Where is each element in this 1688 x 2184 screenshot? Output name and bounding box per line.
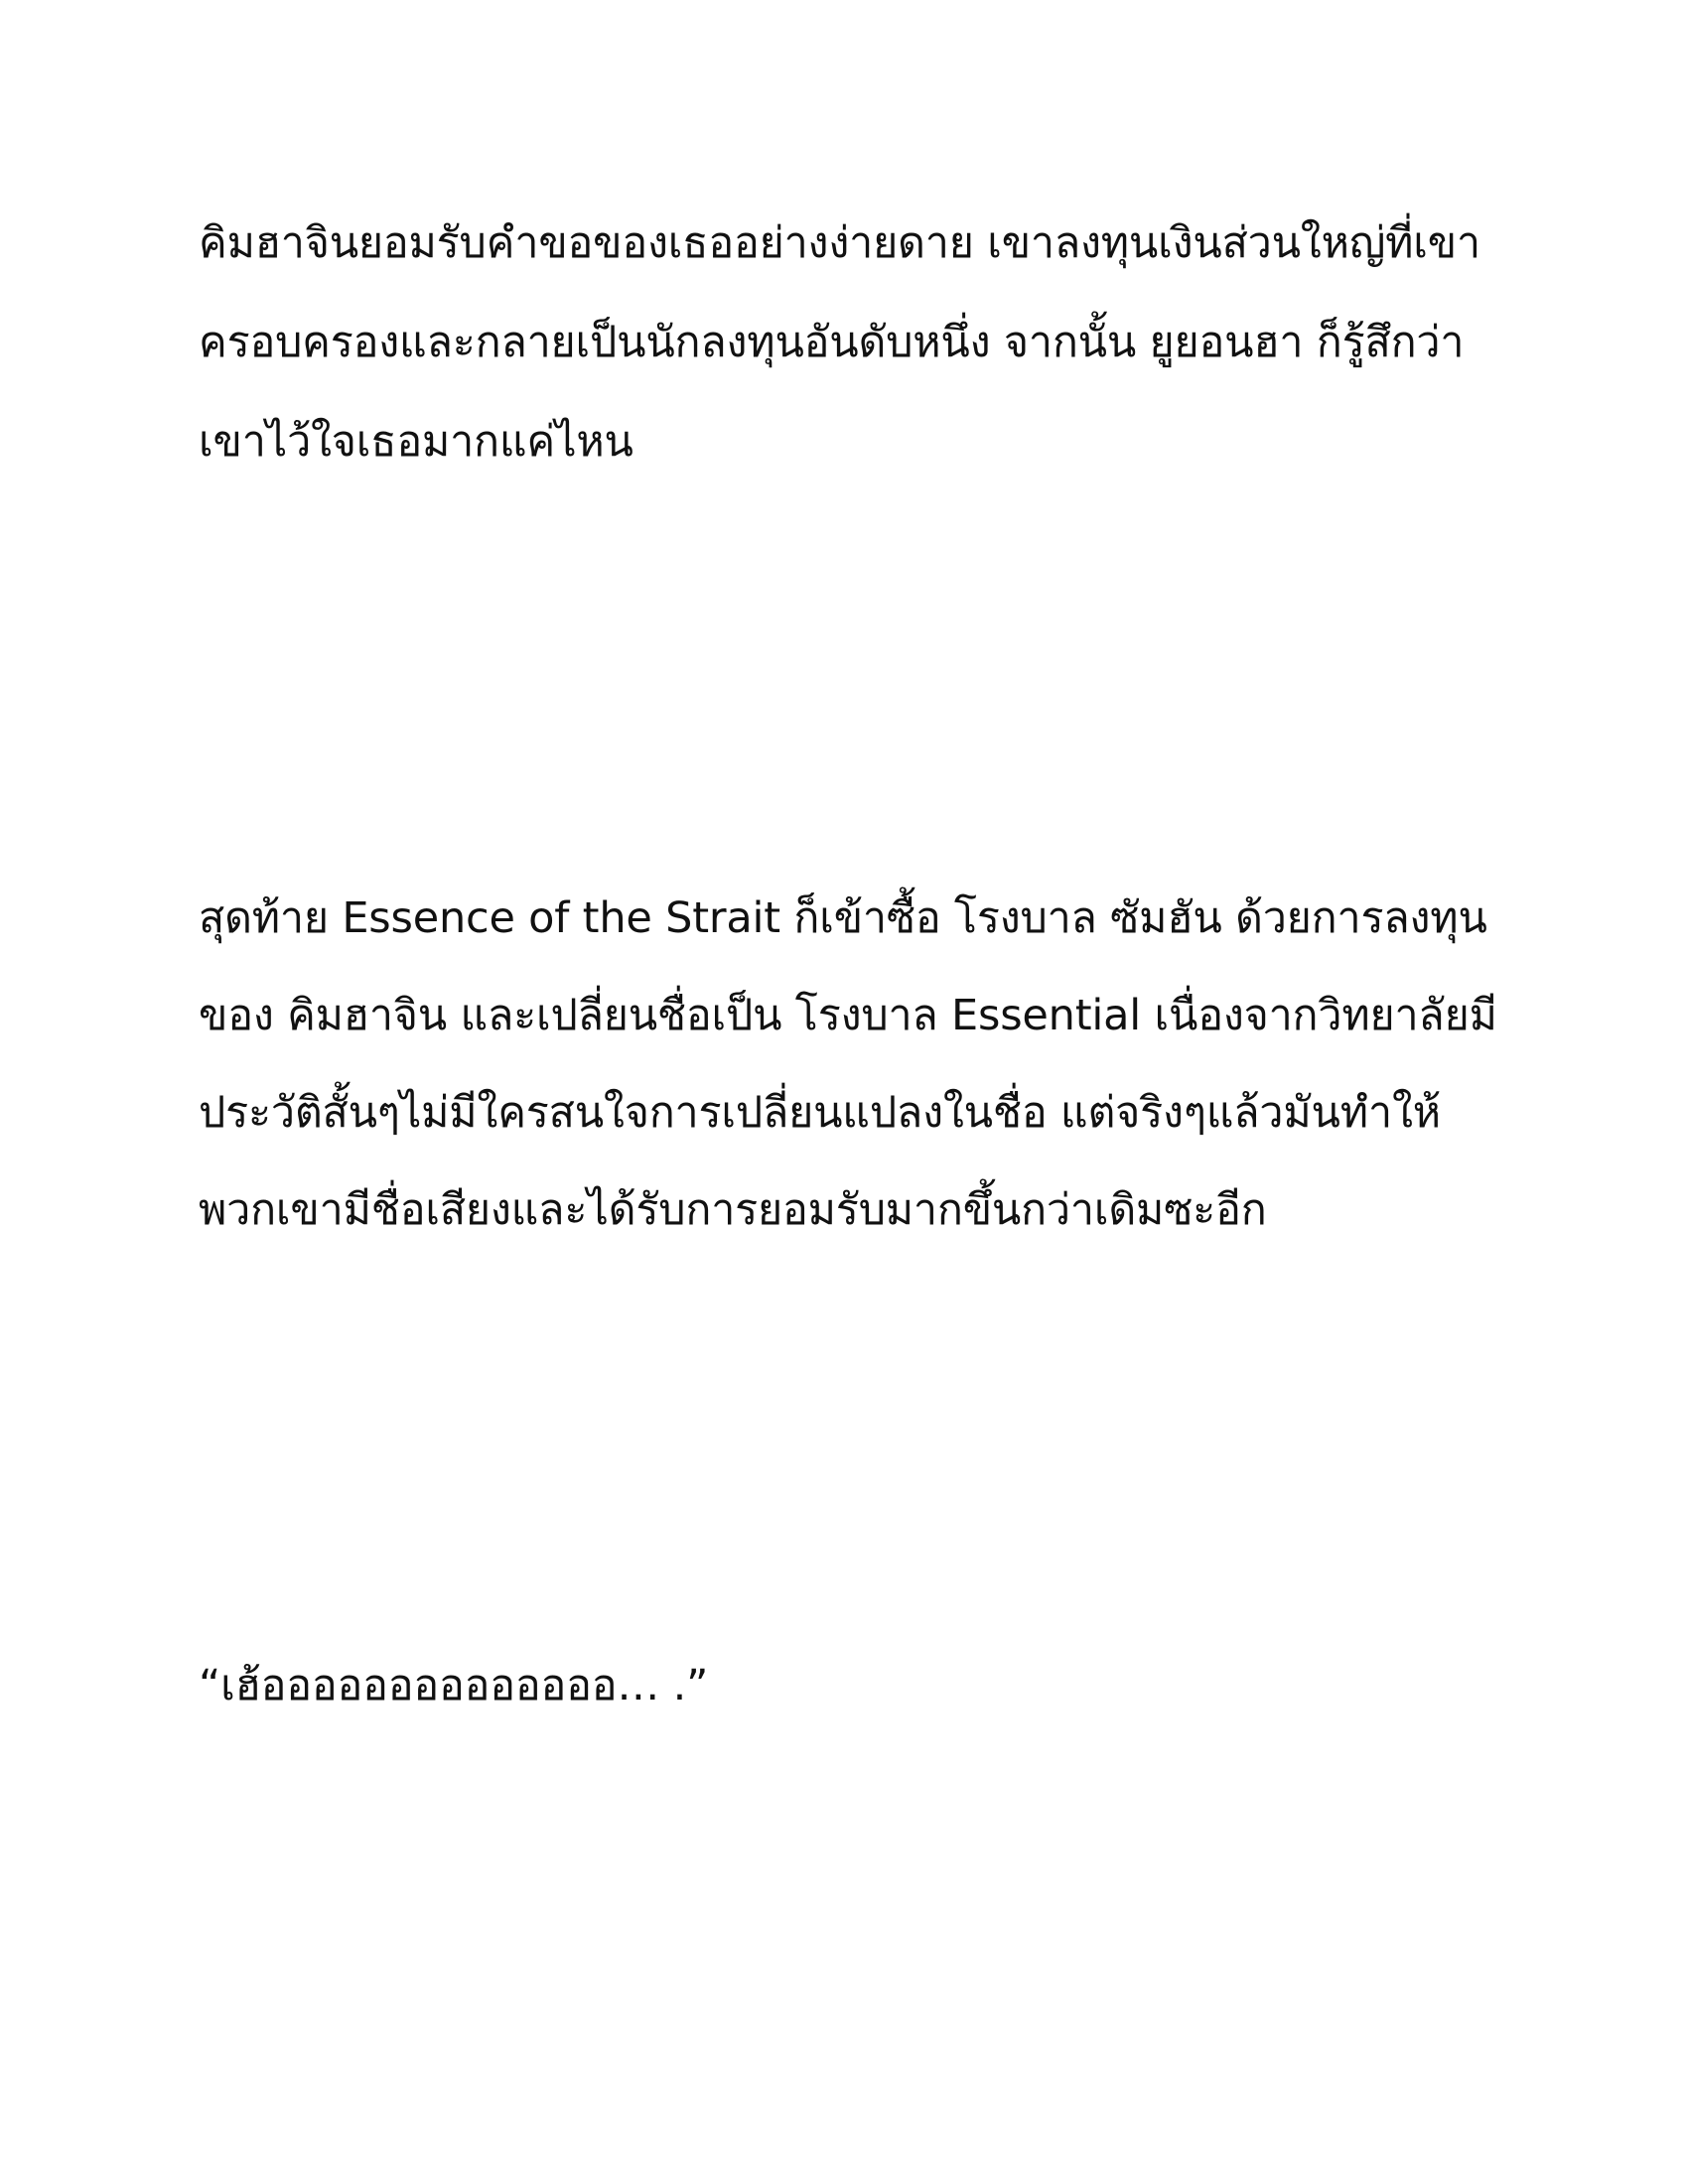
paragraph-line: ของ คิมฮาจิน และเปลี่ยนชื่อเป็น โรงบาล Essential เนื่องจากวิทยาลัยมี: [199, 991, 1497, 1040]
paragraph-line: เขาไว้ใจเธอมากแค่ไหน: [199, 417, 633, 467]
paragraph-line: “เฮ้ออออออออออออออ… .”: [199, 1661, 709, 1710]
paragraph-line: ครอบครองและกลายเป็นนักลงทุนอันดับหนึ่ง จากนั้น ยูยอนฮา ก็รู้สึกว่า: [199, 318, 1465, 367]
paragraph-line: พวกเขามีชื่อเสียงและได้รับการยอมรับมากขึ้นกว่าเดิมซะอีก: [199, 1185, 1267, 1235]
paragraph-line: คิมฮาจินยอมรับคำขอของเธออย่างง่ายดาย เขาลงทุนเงินส่วนใหญ่ที่เขา: [199, 218, 1480, 268]
paragraph-line: ประวัติสั้นๆไม่มีใครสนใจการเปลี่ยนแปลงในชื่อ แต่จริงๆแล้วมันทำให้: [199, 1088, 1441, 1138]
paragraph-line: สุดท้าย Essence of the Strait ก็เข้าซื้อ โรงบาล ซัมฮัน ด้วยการลงทุน: [199, 893, 1487, 943]
